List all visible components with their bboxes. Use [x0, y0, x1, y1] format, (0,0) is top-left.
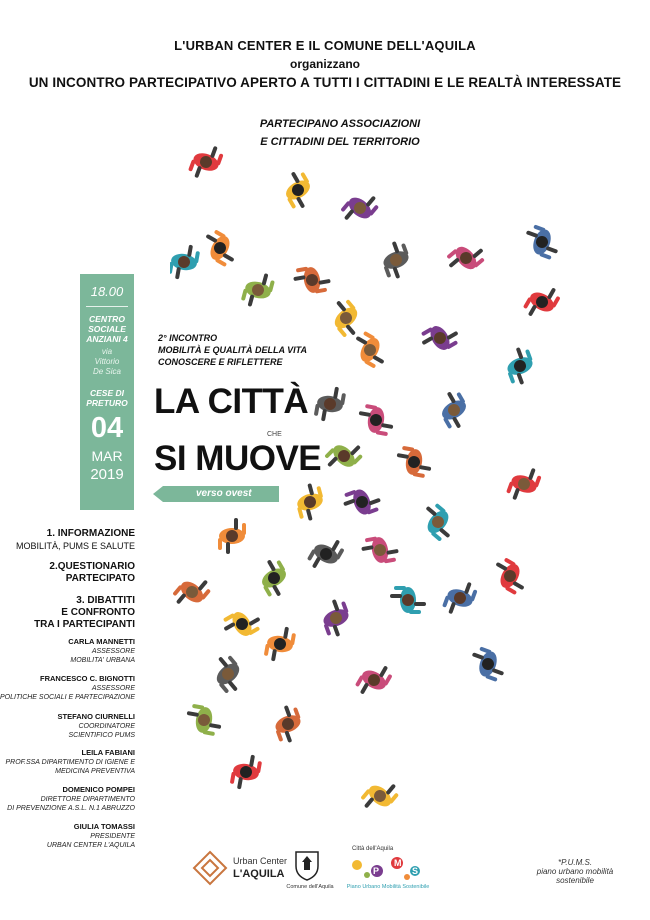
agenda-item-1: 1. INFORMAZIONE MOBILITÀ, PUMS E SALUTE [15, 528, 135, 551]
event-address: via Vittorio De Sica [92, 347, 121, 376]
participants-line-2: E CITTADINI DEL TERRITORIO [260, 136, 420, 148]
direction-label: verso ovest [196, 488, 252, 499]
event-day: 04 [90, 412, 124, 444]
comune-label: Comune dell'Aquila [286, 884, 334, 890]
person-figure [377, 238, 416, 281]
person-figure [219, 603, 264, 645]
person-figure [441, 576, 480, 619]
speaker-6: GIULIA TOMASSI PRESIDENTE URBAN CENTER L'AQUILA [46, 822, 135, 849]
person-figure [417, 317, 462, 359]
person-figure [356, 403, 396, 437]
header-organize: organizzano [289, 57, 360, 71]
title-line-2: SI MUOVE [154, 439, 322, 478]
speaker-5: DOMENICO POMPEI DIRETTORE DIPARTIMENTO DI PREVENZIONE A.S.L. N.1 ABRUZZO [7, 785, 135, 812]
urban-center-logo-line-2: L'AQUILA [233, 868, 285, 880]
person-figure [263, 624, 297, 664]
person-figure [360, 533, 400, 567]
comune-crest-icon [293, 848, 321, 882]
speaker-3: STEFANO CIURNELLI COORDINATORE SCIENTIFICO PUMS [57, 712, 135, 739]
person-figure [340, 483, 383, 522]
event-month: MAR [91, 448, 123, 464]
person-figure [292, 263, 332, 297]
person-figure [313, 384, 347, 424]
person-figure [466, 645, 509, 684]
person-figure [433, 387, 475, 432]
header-organizers: L'URBAN CENTER E IL COMUNE DELL'AQUILA [174, 38, 476, 53]
person-figure [240, 269, 276, 311]
person-figure [170, 242, 201, 282]
speaker-2: FRANCESCO C. BIGNOTTI ASSESSORE POLITICHE SOCIALI E PARTECIPAZIONE [0, 674, 135, 701]
person-figure [321, 433, 366, 478]
speaker-1: CARLA MANNETTI ASSESSORE MOBILITA' URBANA [68, 637, 135, 664]
person-figure [390, 586, 426, 614]
event-info-panel [80, 274, 134, 510]
event-area: CESE DI PRETURO [86, 388, 128, 408]
person-figure [358, 773, 403, 819]
pums-letter-p: P [373, 866, 380, 876]
person-figure [520, 223, 563, 262]
person-figure [187, 140, 226, 183]
divider [86, 306, 128, 307]
urban-center-logo-icon [192, 850, 228, 886]
person-figure [218, 518, 246, 554]
person-figure [443, 236, 489, 281]
pums-logo-top: Città dell'Aquila [352, 846, 394, 852]
person-figure [292, 481, 328, 523]
agenda-item-2: 2.QUESTIONARIO PARTECIPATO [49, 561, 135, 584]
event-subtitle: 2° INCONTRO MOBILITÀ E QUALITÀ DELLA VITA CONOSCERE E RIFLETTERE [158, 333, 307, 367]
event-year: 2019 [90, 466, 124, 483]
person-figure [487, 555, 532, 597]
person-figure [229, 752, 263, 792]
title-line-1: LA CITTÀ [154, 382, 309, 421]
person-figure [305, 531, 347, 576]
event-time: 18.00 [90, 284, 124, 299]
person-figure [277, 167, 319, 212]
person-figure [253, 555, 295, 600]
person-figure [197, 227, 242, 269]
pums-letter-s: S [412, 866, 419, 876]
pums-footnote: *P.U.M.S. piano urbano mobilità sostenibile [536, 858, 614, 885]
person-figure [269, 702, 308, 745]
speaker-4: LEILA FABIANI PROF.SSA DIPARTIMENTO DI IGIENE E MEDICINA PREVENTIVA [5, 748, 135, 775]
header-invitation: UN INCONTRO PARTECIPATIVO APERTO A TUTTI I CITTADINI E LE REALTÀ INTERESSATE [28, 75, 622, 90]
person-figure [338, 185, 383, 231]
person-figure [501, 344, 540, 387]
person-figure [184, 703, 224, 737]
pums-letter-u: U [368, 856, 375, 866]
person-figure [317, 596, 356, 639]
person-figure [206, 651, 251, 697]
person-figure [521, 279, 563, 324]
person-figure [324, 295, 369, 341]
people-illustration [170, 140, 590, 820]
title-connector: CHE [267, 431, 282, 438]
pums-letter-m: M [394, 858, 402, 868]
person-figure [170, 569, 214, 615]
person-figure [394, 445, 434, 479]
urban-center-logo-line-1: Urban Center [233, 856, 288, 866]
person-figure [347, 329, 392, 371]
participants-line-1: PARTECIPANO ASSOCIAZIONI [259, 118, 421, 130]
person-figure [415, 500, 461, 545]
agenda-item-3: 3. DIBATTITI E CONFRONTO TRA I PARTECIPANTI [34, 595, 135, 630]
person-figure [505, 462, 544, 505]
person-figure [353, 657, 395, 702]
pums-logo-bottom: Piano Urbano Mobilità Sostenibile [346, 884, 430, 890]
event-place: CENTRO SOCIALE ANZIANI 4 [86, 314, 128, 344]
